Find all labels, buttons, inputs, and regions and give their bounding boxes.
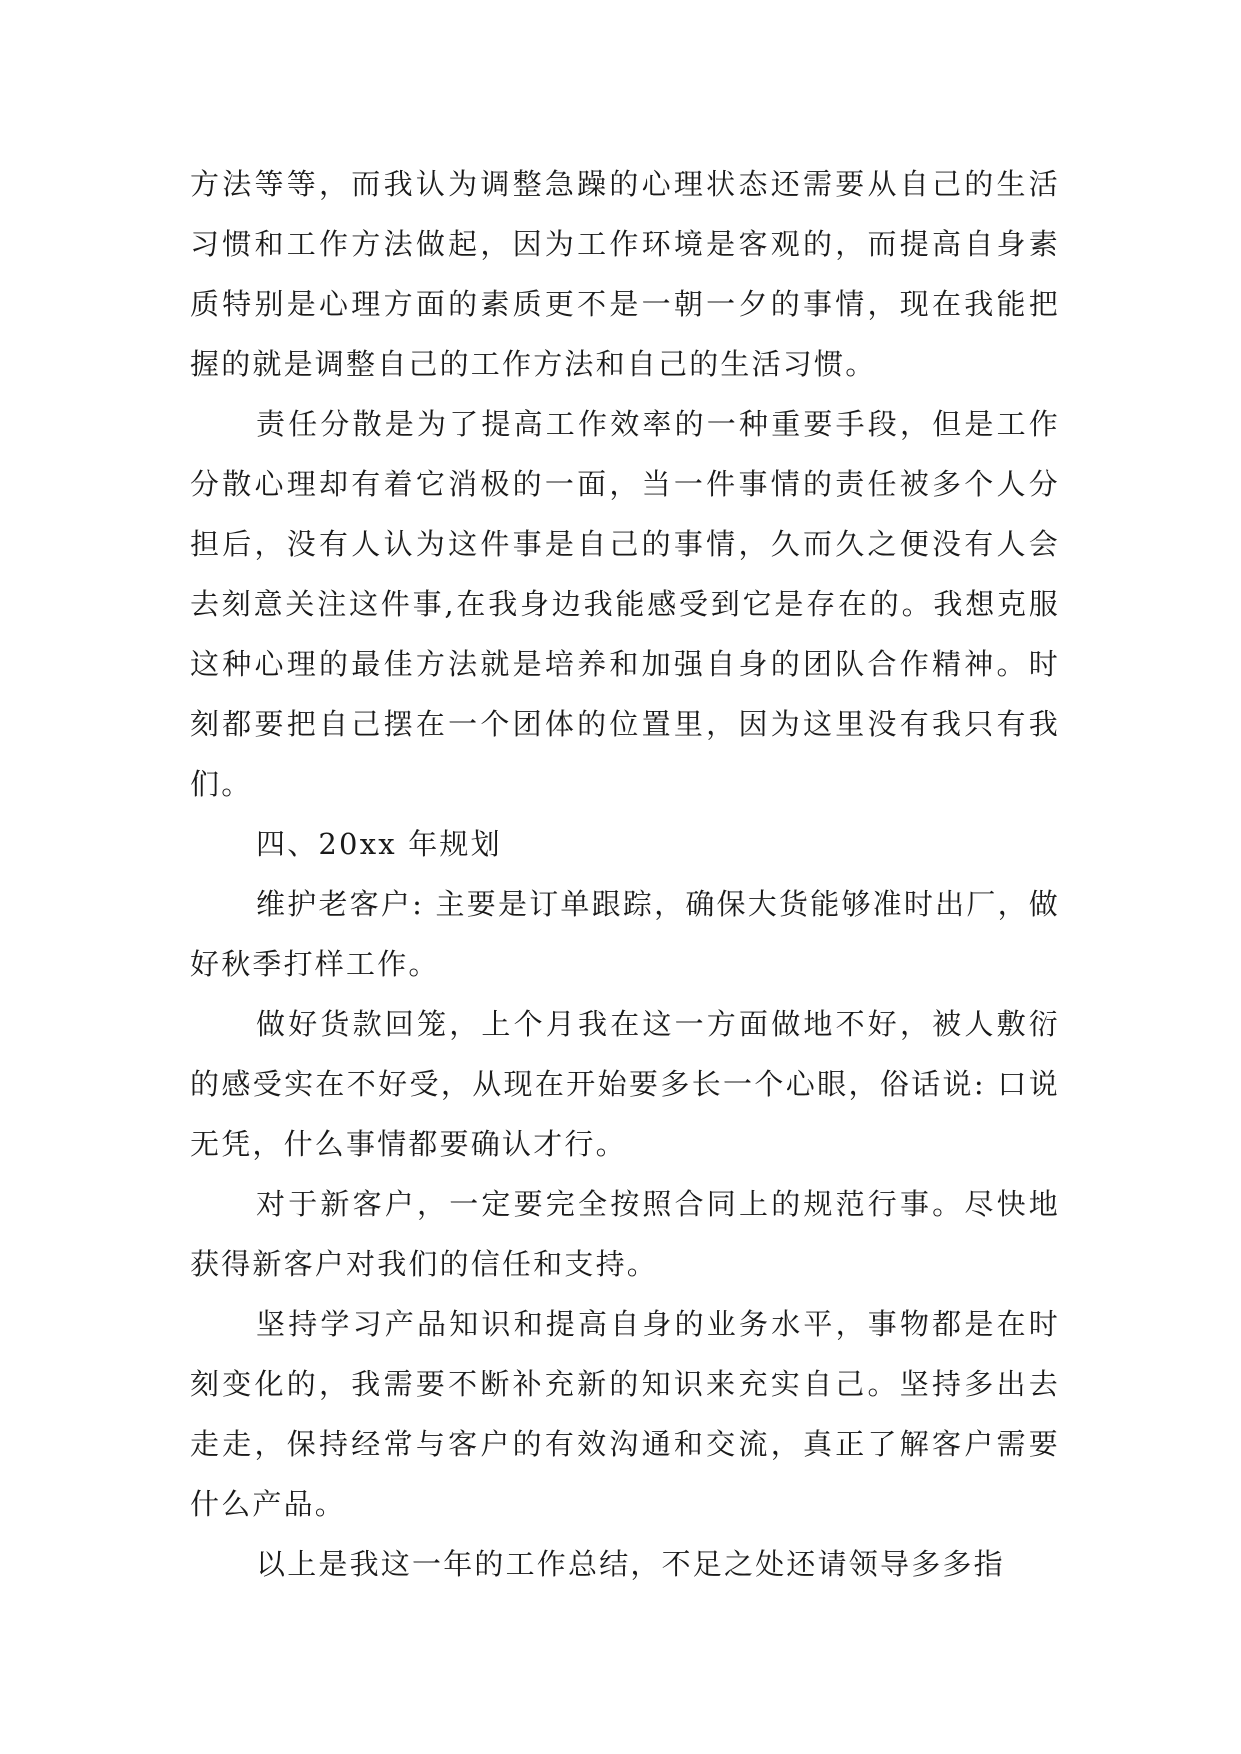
paragraph-5: 对于新客户，一定要完全按照合同上的规范行事。尽快地获得新客户对我们的信任和支持。 bbox=[190, 1187, 1060, 1281]
section-heading-plan: 四、20xx 年规划 bbox=[256, 827, 502, 861]
paragraph-6: 坚持学习产品知识和提高自身的业务水平，事物都是在时刻变化的，我需要不断补充新的知识来充实自己。坚持多出去走走，保持经常与客户的有效沟通和交流，真正了解客户需要什么产品。 bbox=[190, 1307, 1060, 1521]
paragraph-1: 方法等等，而我认为调整急躁的心理状态还需要从自己的生活习惯和工作方法做起，因为工作环境是客观的，而提高自身素质特别是心理方面的素质更不是一朝一夕的事情，现在我能把握的就是调整自己的工作方法和自己的生活习惯。 bbox=[190, 167, 1060, 381]
paragraph-3: 维护老客户: 主要是订单跟踪，确保大货能够准时出厂，做好秋季打样工作。 bbox=[190, 887, 1060, 981]
document-body bbox=[190, 154, 1060, 1594]
paragraph-2: 责任分散是为了提高工作效率的一种重要手段，但是工作分散心理却有着它消极的一面，当一件事情的责任被多个人分担后，没有人认为这件事是自己的事情，久而久之便没有人会去刻意关注这件事,在我身边我能感受到它是存在的。我想克服这种心理的最佳方法就是培养和加强自身的团队合作精神。时刻都要把自己摆在一个团体的位置里，因为这里没有我只有我们。 bbox=[190, 407, 1060, 801]
paragraph-7: 以上是我这一年的工作总结，不足之处还请领导多多指 bbox=[256, 1547, 1005, 1581]
paragraph-4: 做好货款回笼，上个月我在这一方面做地不好，被人敷衍的感受实在不好受，从现在开始要多长一个心眼，俗话说: 口说无凭，什么事情都要确认才行。 bbox=[190, 1007, 1060, 1161]
